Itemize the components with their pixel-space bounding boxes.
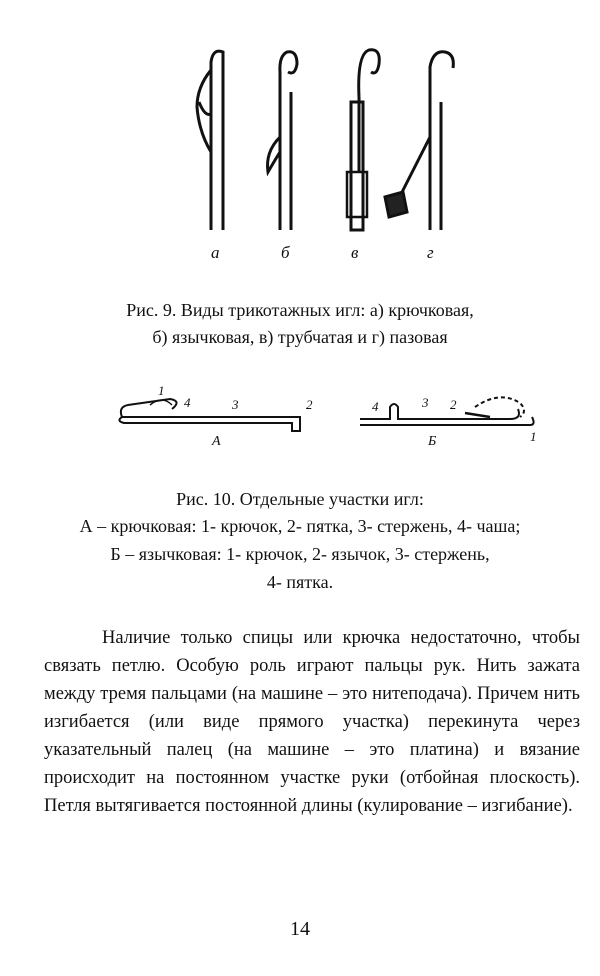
figure-10-caption-line-1: Рис. 10. Отдельные участки игл:: [176, 489, 424, 509]
needle-b-label: Б: [428, 434, 437, 449]
figure-10-caption-line-3: Б – язычковая: 1- крючок, 2- язычок, 3- стержень,: [110, 544, 490, 564]
needle-label-c: в: [351, 243, 359, 262]
needle-b-part-2: 2: [450, 397, 457, 412]
figure-10-caption-line-4: 4- пятка.: [266, 572, 334, 592]
needle-a-part-2: 2: [306, 397, 313, 412]
figure-10-caption-line-2: А – крючковая: 1- крючок, 2- пятка, 3- стержень, 4- чаша;: [79, 516, 521, 536]
needle-a-part-3: 3: [232, 397, 239, 412]
needle-a-drawing: [197, 51, 223, 230]
needle-a-part-1: 1: [158, 385, 165, 398]
needle-b-drawing: [268, 52, 298, 230]
figure-9-caption-line-1: Рис. 9. Виды трикотажных игл: а) крючковая,: [126, 300, 474, 320]
figure-9-needles: [175, 42, 475, 272]
needle-label-a: а: [211, 243, 220, 262]
needle-label-b: б: [281, 243, 290, 262]
needle-b-parts-drawing: [360, 397, 534, 425]
needle-a-parts-drawing: [119, 399, 300, 431]
body-paragraph: [44, 624, 580, 820]
page-number: 14: [290, 918, 310, 940]
needle-b-part-1: 1: [530, 429, 537, 444]
needle-b-part-3: 3: [422, 395, 429, 410]
needle-a-part-4: 4: [184, 395, 191, 410]
needle-c-drawing: [347, 50, 379, 230]
figure-10-needle-parts: [110, 385, 550, 455]
needle-b-part-4: 4: [372, 399, 379, 414]
needle-label-d: г: [427, 243, 434, 262]
needle-d-drawing: [385, 52, 453, 230]
needle-a-label: А: [212, 434, 221, 449]
body-paragraph-text: Наличие только спицы или крючка недостаточно, чтобы связать петлю. Особую роль играют пальцы рук. Нить зажата между тремя пальцами (на машине – это нитеподача). Причем нить изгибается (или виде прямого участка) перекинута через указательный палец (на машине – это платина) и вязание происходит на постоянном участке руки (отбойная плоскость). Петля вытягивается постоянной длины (кулирование – изгибание).: [44, 628, 580, 816]
figure-9-caption-line-2: б) язычковая, в) трубчатая и г) пазовая: [152, 327, 448, 347]
